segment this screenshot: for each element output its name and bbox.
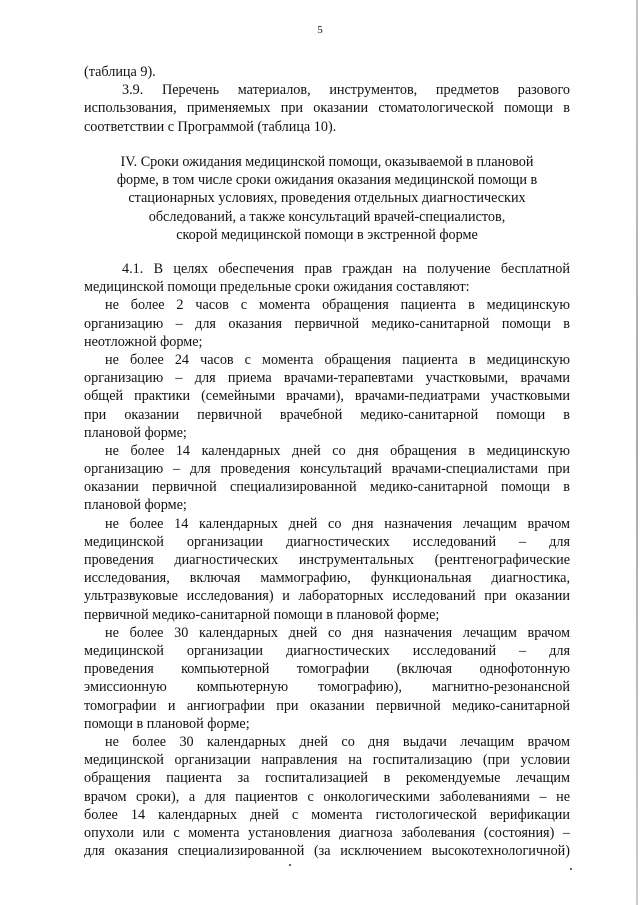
- intro-paragraph: [84, 63, 570, 136]
- body-line: проведения компьютерной томографии (включая однофотонную: [84, 661, 570, 678]
- section-body: [84, 260, 570, 860]
- heading-line: форме, в том числе сроки ожидания оказания медицинской помощи в: [116, 172, 538, 189]
- body-line: организацию – для оказания первичной медико-санитарной помощи в: [84, 315, 570, 332]
- body-line: не более 24 часов с момента обращения пациента в медицинскую: [105, 351, 570, 368]
- body-line: неотложной форме;: [84, 333, 203, 350]
- intro-line: соответствии с Программой (таблица 10).: [84, 118, 337, 135]
- heading-line: IV. Сроки ожидания медицинской помощи, оказываемой в плановой: [120, 154, 534, 170]
- body-line: не более 14 календарных дней со дня назначения лечащим врачом: [105, 515, 570, 532]
- heading-line: скорой медицинской помощи в экстренной форме: [176, 226, 478, 243]
- body-line: более 14 календарных дней с момента гистологической верификации: [84, 806, 570, 823]
- scan-edge: [636, 0, 638, 905]
- body-line: общей практики (семейными врачами), врачами-педиатрами участковыми: [84, 388, 570, 405]
- body-line: обращения пациента за госпитализацией в рекомендуемые лечащим: [84, 770, 570, 787]
- body-line: плановой форме;: [84, 424, 187, 441]
- body-line: не более 14 календарных дней со дня обращения в медицинскую: [105, 442, 570, 459]
- intro-line: 3.9. Перечень материалов, инструментов, предметов разового: [122, 82, 570, 99]
- scan-speck: [570, 868, 572, 870]
- body-line: первичной медико-санитарной помощи в плановой форме;: [84, 606, 440, 623]
- body-line: помощи в плановой форме;: [84, 715, 250, 732]
- body-line: при оказании первичной врачебной медико-санитарной помощи в: [84, 406, 570, 423]
- body-line: медицинской организации диагностических исследований – для: [84, 643, 570, 660]
- intro-line: использования, применяемых при оказании стоматологической помощи в: [84, 100, 570, 117]
- scan-speck: [289, 864, 291, 866]
- heading-line: стационарных условиях, проведения отдельных диагностических: [128, 190, 526, 207]
- section-heading: [84, 153, 570, 244]
- body-line: не более 2 часов с момента обращения пациента в медицинскую: [105, 297, 570, 314]
- body-line: медицинской помощи предельные сроки ожидания составляют:: [84, 279, 470, 296]
- body-line: врачом сроки), а для пациентов с онкологическими заболеваниями – не: [84, 788, 570, 805]
- page-number: 5: [317, 24, 323, 36]
- body-line: ультразвуковые исследования) и лабораторных исследований при оказании: [84, 588, 570, 605]
- body-line: эмиссионную компьютерную томографию), магнитно-резонансной: [84, 679, 570, 696]
- heading-line: обследований, а также консультаций врачей-специалистов,: [148, 208, 506, 225]
- body-line: медицинской организации диагностических исследований – для: [84, 533, 570, 550]
- body-line: плановой форме;: [84, 497, 187, 514]
- body-line: исследования, включая маммографию, функциональная диагностика,: [84, 570, 570, 587]
- body-line: не более 30 календарных дней со дня выдачи лечащим врачом: [105, 733, 570, 750]
- body-line: опухоли или с момента установления диагноза заболевания (состояния) –: [84, 824, 570, 841]
- body-line: организацию – для приема врачами-терапевтами участковыми, врачами: [84, 370, 570, 387]
- body-line: не более 30 календарных дней со дня назначения лечащим врачом: [105, 624, 570, 641]
- body-line: томографии и ангиографии при оказании первичной медико-санитарной: [84, 697, 570, 714]
- intro-line: (таблица 9).: [84, 64, 156, 80]
- body-line: проведения диагностических инструментальных (рентгенографические: [84, 552, 570, 569]
- body-line: оказании первичной специализированной медико-санитарной помощи в: [84, 479, 570, 496]
- body-line: для оказания специализированной (за исключением высокотехнологичной): [84, 843, 570, 860]
- body-line: медицинской организации направления на госпитализацию (при условии: [84, 752, 570, 769]
- body-line: 4.1. В целях обеспечения прав граждан на получение бесплатной: [122, 261, 570, 277]
- body-line: организацию – для проведения консультаций врачами-специалистами при: [84, 461, 570, 478]
